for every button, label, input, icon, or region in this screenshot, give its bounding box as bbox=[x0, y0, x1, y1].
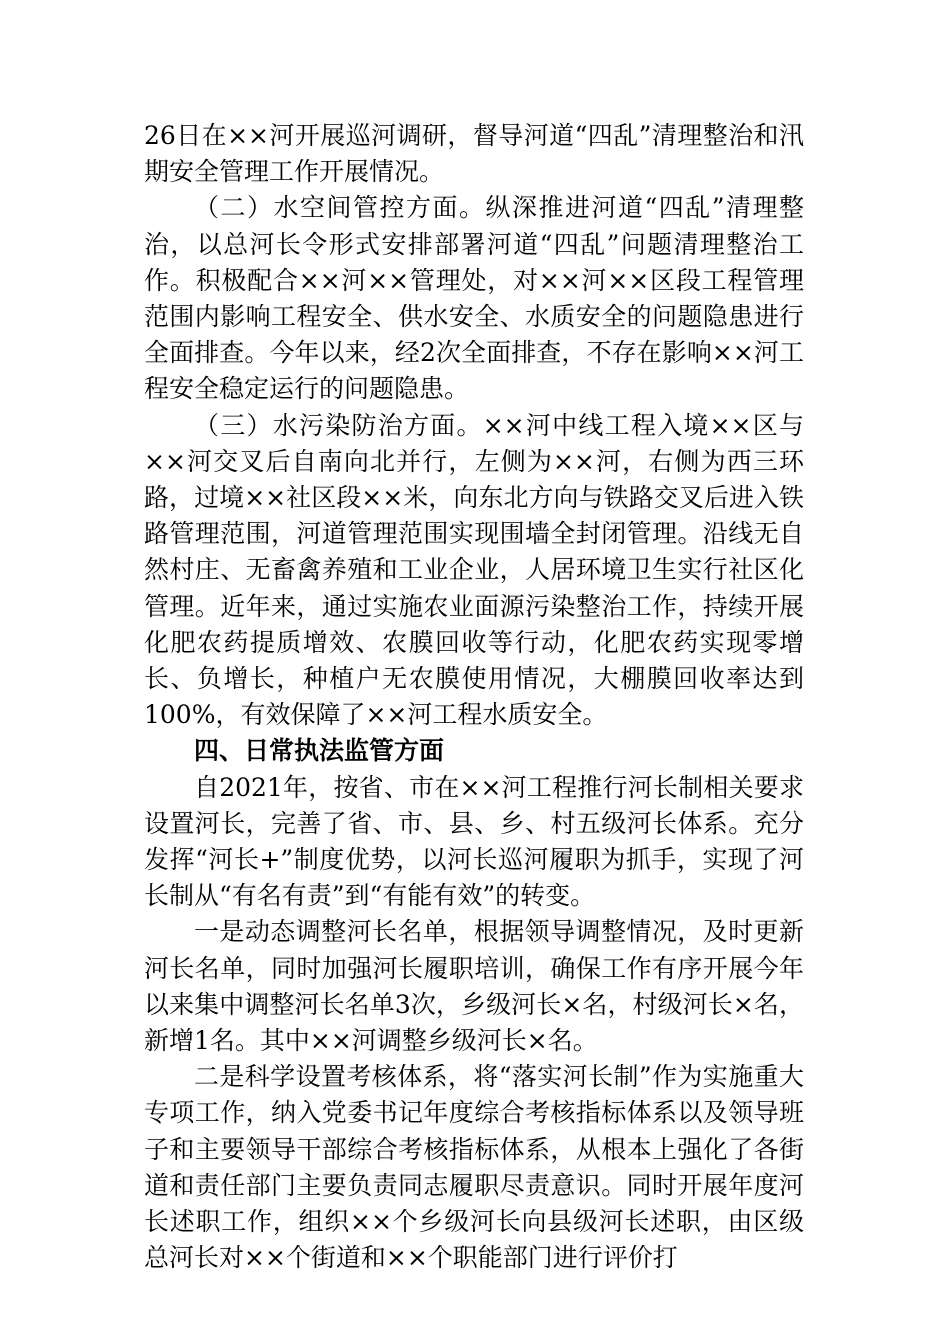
paragraph-continuation: 26日在××河开展巡河调研，督导河道“四乱”清理整治和汛期安全管理工作开展情况。 bbox=[144, 121, 804, 187]
paragraph-river-chief-system: 自2021年，按省、市在××河工程推行河长制相关要求设置河长，完善了省、市、县、乡、村五级河长体系。充分发挥“河长+”制度优势，以河长巡河履职为抓手，实现了河长制从“有名有责”到“有能有效”的转变。 bbox=[144, 772, 804, 911]
paragraph-assessment-system: 二是科学设置考核体系，将“落实河长制”作为实施重大专项工作，纳入党委书记年度综合考核指标体系以及领导班子和主要领导干部综合考核指标体系，从根本上强化了各街道和责任部门主要负责同志履职尽责意识。同时开展年度河长述职工作，组织××个乡级河长向县级河长述职，由区级总河长对××个街道和××个职能部门进行评价打 bbox=[144, 1062, 804, 1273]
paragraph-dynamic-adjustment: 一是动态调整河长名单，根据领导调整情况，及时更新河长名单，同时加强河长履职培训，确保工作有序开展今年以来集中调整河长名单3次，乡级河长×名，村级河长×名，新增1名。其中××河调整乡级河长×名。 bbox=[144, 917, 804, 1056]
paragraph-water-pollution-prevention: （三）水污染防治方面。××河中线工程入境××区与××河交叉后自南向北并行，左侧为××河，右侧为西三环路，过境××社区段××米，向东北方向与铁路交叉后进入铁路管理范围，河道管理范围实现围墙全封闭管理。沿线无自然村庄、无畜禽养殖和工业企业，人居环境卫生实行社区化管理。近年来，通过实施农业面源污染整治工作，持续开展化肥农药提质增效、农膜回收等行动，化肥农药实现零增长、负增长，种植户无农膜使用情况，大棚膜回收率达到100%，有效保障了××河工程水质安全。 bbox=[144, 410, 804, 730]
document-body bbox=[144, 118, 804, 1277]
section-heading-daily-enforcement: 四、日常执法监管方面 bbox=[194, 736, 445, 766]
paragraph-water-space-control: （二）水空间管控方面。纵深推进河道“四乱”清理整治，以总河长令形式安排部署河道“四乱”问题清理整治工作。积极配合××河××管理处，对××河××区段工程管理范围内影响工程安全、供水安全、水质安全的问题隐患进行全面排查。今年以来，经2次全面排查，不存在影响××河工程安全稳定运行的问题隐患。 bbox=[144, 193, 804, 404]
